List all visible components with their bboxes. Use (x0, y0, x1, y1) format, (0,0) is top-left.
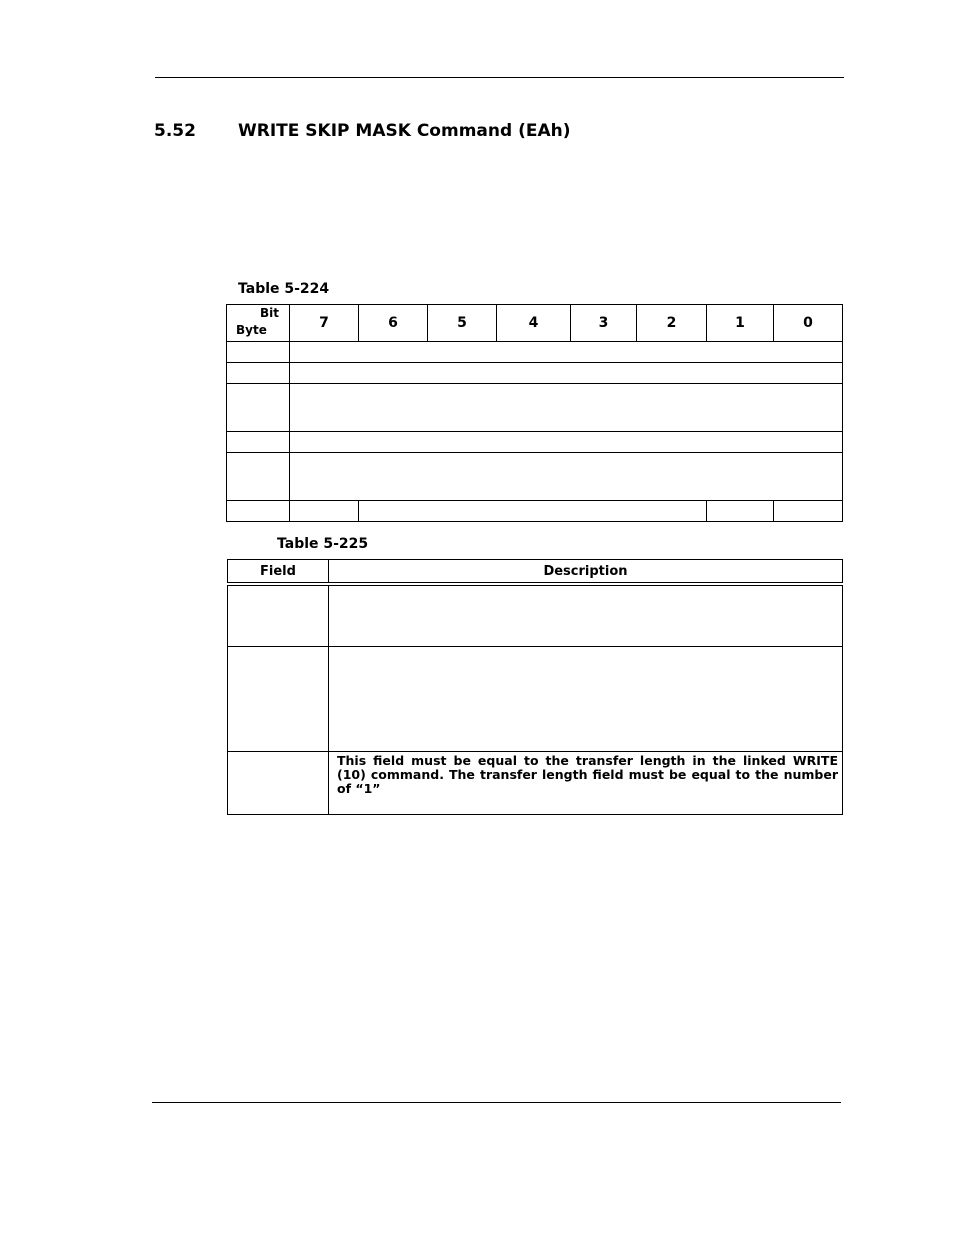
bit-column-4: 4 (497, 305, 571, 342)
cdb-field-cell (359, 501, 707, 522)
cdb-row (227, 342, 843, 363)
table-caption-cdb: Table 5-224 (238, 281, 330, 297)
description-cell (329, 584, 843, 647)
table-row (228, 584, 843, 647)
bit-column-0: 0 (774, 305, 843, 342)
section-title: WRITE SKIP MASK Command (EAh) (238, 121, 571, 141)
table-row (228, 752, 843, 815)
table-caption-fields: Table 5-225 (277, 536, 369, 552)
cdb-field-cell (290, 342, 843, 363)
bit-column-5: 5 (428, 305, 497, 342)
byte-cell (227, 342, 290, 363)
description-cell (329, 752, 843, 815)
byte-cell (227, 384, 290, 432)
section-number: 5.52 (154, 121, 196, 141)
footer-rule (152, 1102, 841, 1103)
description-text: This field must be equal to the transfer length in the linked WRITE (10) command. The transfer length field must be equal to the number of “1” (337, 753, 838, 796)
field-cell (228, 752, 329, 815)
cdb-field-cell (707, 501, 774, 522)
field-cell (228, 584, 329, 647)
bit-column-7: 7 (290, 305, 359, 342)
description-cell (329, 647, 843, 752)
header-rule (155, 77, 844, 78)
description-column-header: Description (329, 560, 843, 585)
field-column-header: Field (228, 560, 329, 585)
cdb-field-cell (290, 363, 843, 384)
cdb-field-cell (290, 432, 843, 453)
cdb-row (227, 501, 843, 522)
bit-column-6: 6 (359, 305, 428, 342)
byte-cell (227, 363, 290, 384)
field-table-header (228, 560, 843, 585)
cdb-field-cell (290, 501, 359, 522)
cdb-table (226, 304, 843, 522)
field-description-table (227, 559, 843, 815)
cdb-row (227, 363, 843, 384)
table-row (228, 647, 843, 752)
byte-cell (227, 432, 290, 453)
cdb-row (227, 384, 843, 432)
bit-column-3: 3 (571, 305, 637, 342)
bit-column-1: 1 (707, 305, 774, 342)
byte-label: Byte (236, 323, 267, 337)
cdb-header-row (227, 305, 843, 342)
field-cell (228, 647, 329, 752)
cdb-row (227, 453, 843, 501)
byte-cell (227, 501, 290, 522)
cdb-field-cell (290, 384, 843, 432)
bit-byte-header (227, 305, 290, 342)
bit-column-2: 2 (637, 305, 707, 342)
cdb-row (227, 432, 843, 453)
bit-label: Bit (260, 306, 279, 320)
cdb-field-cell (774, 501, 843, 522)
byte-cell (227, 453, 290, 501)
cdb-field-cell (290, 453, 843, 501)
